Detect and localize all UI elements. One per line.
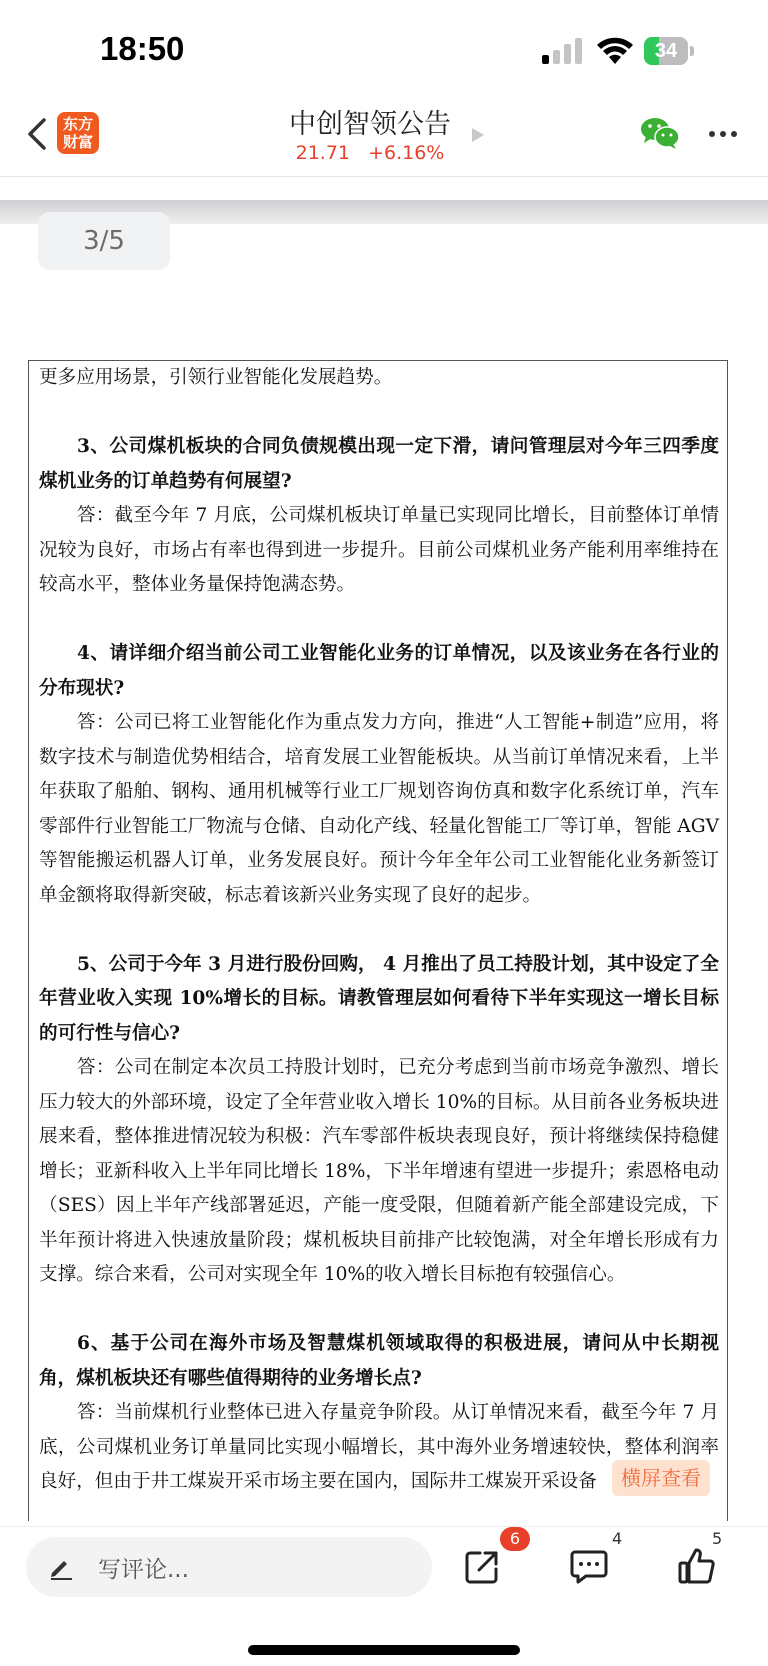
document-page[interactable] — [28, 360, 728, 1521]
comment-icon[interactable] — [570, 1549, 608, 1585]
stock-price: 21.71 — [295, 142, 351, 164]
like-icon[interactable] — [678, 1547, 716, 1585]
comment-placeholder: 写评论... — [98, 1557, 189, 1583]
answer-3: 答：截至今年 7 月底，公司煤机板块订单量已实现同比增长，目前整体订单情况较为良好，市场占有率也得到进一步提升。目前公司煤机业务产能利用率维持在较高水平，整体业务量保持饱满态势。 — [39, 505, 719, 595]
share-badge: 6 — [500, 1527, 530, 1551]
answer-6: 答：当前煤机行业整体已进入存量竞争阶段。从订单情况来看，截至今年 7 月底，公司煤机业务订单量同比实现小幅增长，其中海外业务增速较快，整体利润率良好，但由于井工煤炭开采市场主要在国内，国际井工煤炭开采设备 — [39, 1402, 719, 1492]
cellular-signal-icon — [542, 38, 586, 64]
status-bar — [0, 0, 768, 100]
nav-header — [0, 100, 768, 177]
like-count: 5 — [712, 1529, 723, 1548]
more-icon[interactable] — [708, 130, 738, 138]
share-icon[interactable] — [464, 1549, 500, 1585]
landscape-view-button[interactable]: 横屏查看 — [612, 1460, 710, 1496]
question-6: 6、基于公司在海外市场及智慧煤机领域取得的积极进展，请问从中长期视角，煤机板块还有哪些值得期待的业务增长点? — [39, 1333, 719, 1389]
comment-input[interactable] — [26, 1537, 432, 1597]
back-arrow-icon[interactable] — [24, 114, 52, 154]
stock-change: +6.16% — [368, 142, 445, 164]
battery-icon — [644, 37, 696, 65]
page-indicator: 3/5 — [38, 212, 170, 270]
comment-count: 4 — [612, 1529, 623, 1548]
status-time: 18:50 — [100, 30, 185, 67]
question-4: 4、请详细介绍当前公司工业智能化业务的订单情况，以及该业务在各行业的分布现状? — [39, 643, 719, 699]
doc-line: 更多应用场景，引领行业智能化发展趋势。 — [39, 367, 393, 388]
battery-level: 34 — [654, 40, 678, 62]
answer-4: 答：公司已将工业智能化作为重点发力方向，推进“人工智能+制造”应用，将数字技术与制造优势相结合，培育发展工业智能板块。从当前订单情况来看，上半年获取了船舶、钢构、通用机械等行业工厂规划咨询仿真和数字化系统订单，汽车零部件行业智能工厂物流与仓储、自动化产线、轻量化智能工厂等订单，智能 AGV 等智能搬运机器人订单，业务发展良好。预计今年全年公司工业智能化业务新签订单金额将取得新突破，标志着该新兴业务实现了良好的起步。 — [39, 712, 719, 906]
stock-title[interactable]: 中创智领公告 — [289, 109, 451, 140]
bottom-bar — [0, 1526, 768, 1666]
play-triangle-icon[interactable] — [472, 128, 484, 142]
document-text — [39, 361, 719, 1500]
question-5: 5、公司于今年 3 月进行股份回购， 4 月推出了员工持股计划，其中设定了全年营业收入实现 10%增长的目标。请教管理层如何看待下半年实现这一增长目标的可行性与信心? — [39, 953, 719, 1044]
wifi-icon — [596, 34, 634, 66]
pen-icon — [48, 1554, 74, 1580]
eastmoney-logo: 东方 财富 — [57, 112, 99, 154]
home-indicator — [248, 1645, 520, 1655]
answer-5: 答：公司在制定本次员工持股计划时，已充分考虑到当前市场竞争激烈、增长压力较大的外部环境，设定了全年营业收入增长 10%的目标。从目前各业务板块进展来看，整体推进情况较为积极：汽车零部件板块表现良好，预计将继续保持稳健增长；亚新科收入上半年同比增长 18%，下半年增速有望进一步提升；索恩格电动（SES）因上半年产线部署延迟，产能一度受限，但随着新产能全部建设完成，下半年预计将进入快速放量阶段；煤机板块目前排产比较饱满，对全年增长形成有力支撑。综合来看，公司对实现全年 10%的收入增长目标抱有较强信心。 — [39, 1057, 719, 1285]
stock-quote[interactable] — [230, 142, 510, 164]
question-3: 3、公司煤机板块的合同负债规模出现一定下滑，请问管理层对今年三四季度煤机业务的订单趋势有何展望? — [39, 436, 719, 492]
wechat-icon[interactable] — [640, 116, 680, 150]
